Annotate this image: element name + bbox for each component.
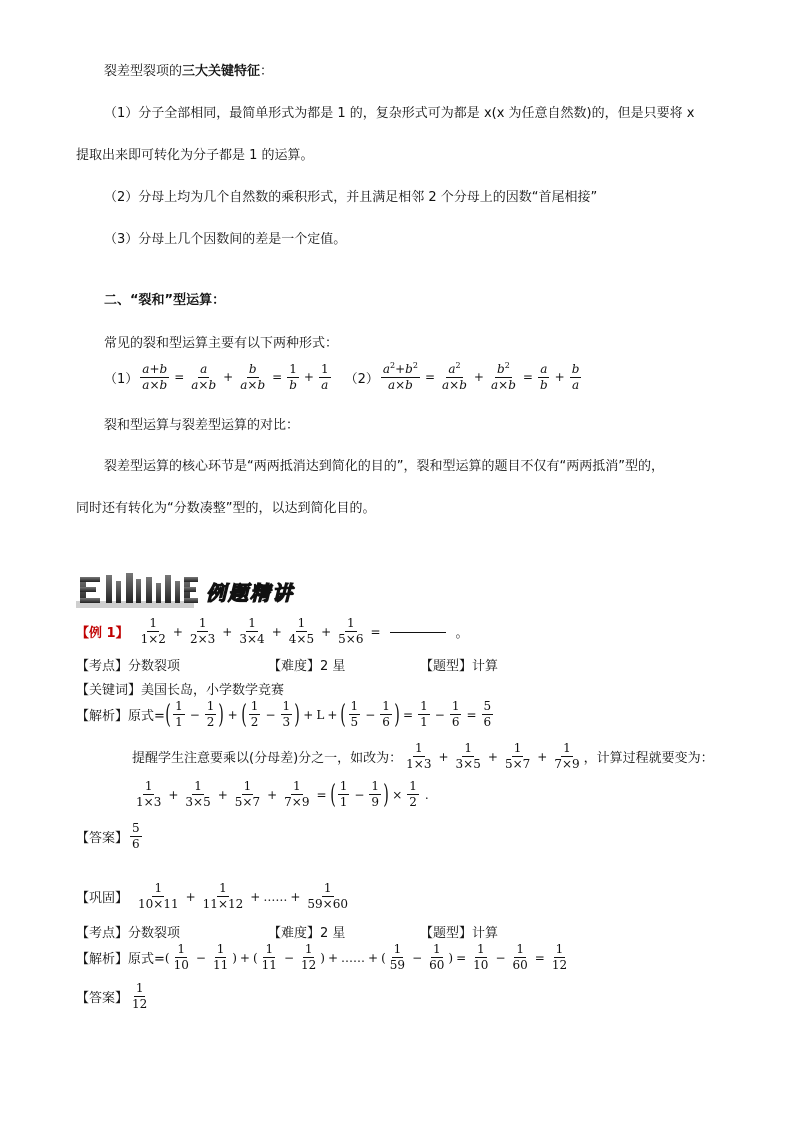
- reminder-computation-expression: $\frac{1}{1\times 3}$ + $\frac{1}{3\times 5}$ + $\frac{1}{5\times 7}$ + $\frac{1}{7\times 9}$ = ( $\frac{1}{1}$ − $\frac{1}{9}$ ) × $\frac{1}{2}$ .: [136, 779, 429, 810]
- solution-expression: ( $\frac{1}{1}$ − $\frac{1}{2}$ ) + ( $\frac{1}{2}$ − $\frac{1}{3}$ ) + L + ( $\frac{1}{5}$ − $\frac{1}{6}$ ) = $\frac{1}{1}$ − $\frac{1}{6}$ = $\frac{5}{6}$: [165, 699, 492, 730]
- compare-line1: 裂差型运算的核心环节是“两两抵消达到简化的目的”，裂和型运算的题目不仅有“两两抵消”型的，: [104, 459, 664, 474]
- practice-nandu-label: 【难度】: [268, 926, 321, 941]
- practice-nandu-value: 2 星: [320, 926, 346, 941]
- nandu-label: 【难度】: [268, 659, 321, 674]
- practice-label: 【巩固】: [76, 891, 129, 907]
- formulas-row: [104, 362, 583, 393]
- practice-kaodian-value: 分数裂项: [128, 926, 181, 941]
- example1-difficulty: [268, 655, 345, 674]
- practice-answer: 【答案】 $\frac{1}{12}$: [76, 981, 148, 1012]
- answer-blank: [390, 631, 446, 633]
- example1-type: [420, 655, 498, 674]
- practice-expression: $\frac{1}{10\times 11}$ + $\frac{1}{11\times 12}$ + …… + $\frac{1}{59\times 60}$: [138, 881, 348, 912]
- example1-end-mark: 。: [455, 626, 469, 642]
- reminder-computation: [132, 780, 429, 810]
- reminder-suffix: ，计算过程就要变为：: [583, 751, 714, 767]
- section1-heading: [104, 60, 273, 79]
- example1-expression: $\frac{1}{1\times 2}$ + $\frac{1}{2\times 3}$ + $\frac{1}{3\times 4}$ + $\frac{1}{4\times 5}$ + $\frac{1}{5\times 6}$ =: [137, 617, 456, 647]
- heading-suffix: ：: [260, 64, 274, 79]
- practice-solution-expression: ( $\frac{1}{10}$ − $\frac{1}{11}$ ) + ( $\frac{1}{11}$ − $\frac{1}{12}$ ) + …… + ( $\frac{1}{59}$ − $\frac{1}{60}$ ) = $\frac{1}{10}$ − $\frac{1}{60}$ = $\frac{1}{12}$: [164, 942, 568, 973]
- formula-2: $\frac{a^2+b^2}{a\times b}$ = $\frac{a^2}{a\times b}$ + $\frac{b^2}{a\times b}$ = $\frac{a}{b}$ + $\frac{b}{a}$: [382, 361, 580, 393]
- example1-keywords: [76, 679, 284, 698]
- kaodian-value: 分数裂项: [128, 659, 181, 674]
- example1-question: [76, 617, 469, 647]
- keywords-label: 【关键词】: [76, 683, 142, 698]
- formula-1: $\frac{a+b}{a\times b}$ = $\frac{a}{a\times b}$ + $\frac{b}{a\times b}$ = $\frac{1}{b}$ + $\frac{1}{a}$: [142, 361, 329, 392]
- practice-kaodian-label: 【考点】: [76, 926, 129, 941]
- practice-meta: [76, 922, 180, 941]
- practice-solution: [76, 943, 571, 973]
- item1-line2: 提取出来即可转化为分子都是 1 的运算。: [76, 148, 314, 163]
- keywords-value: 美国长岛，小学数学竞赛: [141, 683, 285, 698]
- compare-title: 裂和型运算与裂差型运算的对比：: [104, 418, 300, 433]
- item1-line1: （1）分子全部相同，最简单形式为都是 1 的，复杂形式可为都是 x(x 为任意自然数)的，但是只要将 x: [104, 106, 695, 121]
- item3: （3）分母上几个因数间的差是一个定值。: [104, 232, 347, 247]
- practice-difficulty: [268, 922, 345, 941]
- heading-bold: 三大关键特征: [182, 64, 261, 79]
- nandu-value: 2 星: [320, 659, 346, 674]
- example1-meta: [76, 655, 180, 674]
- answer-label: 【答案】: [76, 831, 129, 847]
- section2-intro: 常见的裂和型运算主要有以下两种形式：: [104, 336, 339, 351]
- form2-label: （2）: [344, 371, 379, 387]
- example1-label: 【例 1】: [76, 626, 129, 642]
- form1-label: （1）: [104, 371, 139, 387]
- jiexi-label: 【解析】: [76, 709, 129, 725]
- example1-solution: [76, 700, 495, 730]
- heading-prefix: 裂差型裂项的: [104, 64, 183, 79]
- section2-heading: 二、“裂和”型运算：: [104, 293, 226, 308]
- practice-jiexi-prefix: 原式=: [128, 952, 165, 968]
- compare-line2: 同时还有转化为“分数凑整”型的，以达到简化目的。: [76, 501, 376, 516]
- banner-title: 例题精讲: [206, 581, 294, 605]
- reminder-expression: $\frac{1}{1\times 3}$ + $\frac{1}{3\times 5}$ + $\frac{1}{5\times 7}$ + $\frac{1}{7\times 9}$: [406, 741, 580, 772]
- example-banner: [76, 571, 316, 611]
- practice-tixing-label: 【题型】: [420, 926, 473, 941]
- practice-tixing-value: 计算: [472, 926, 499, 941]
- example1-answer: 【答案】 $\frac{5}{6}$: [76, 821, 140, 852]
- item2: （2）分母上均为几个自然数的乘积形式，并且满足相邻 2 个分母上的因数“首尾相接”: [104, 190, 598, 205]
- reminder-text: 提醒学生注意要乘以(分母差)分之一，如改为：: [132, 751, 403, 767]
- kaodian-label: 【考点】: [76, 659, 129, 674]
- tixing-label: 【题型】: [420, 659, 473, 674]
- practice-question: [76, 882, 352, 912]
- practice-jiexi-label: 【解析】: [76, 952, 129, 968]
- jiexi-prefix: 原式=: [128, 709, 165, 725]
- practice-type: [420, 922, 498, 941]
- practice-answer-label: 【答案】: [76, 991, 129, 1007]
- reminder-row: [132, 742, 714, 772]
- tixing-value: 计算: [472, 659, 499, 674]
